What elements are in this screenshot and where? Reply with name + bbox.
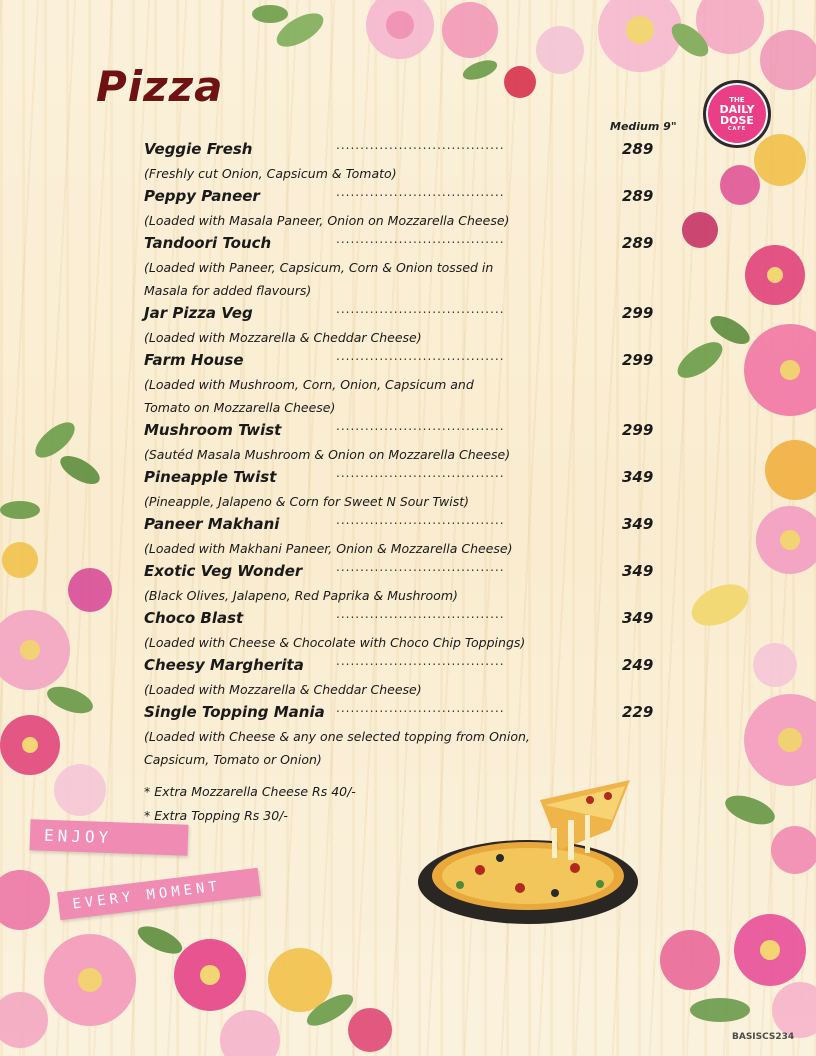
dot-leader: ................................... <box>336 654 505 668</box>
item-description: (Black Olives, Jalapeno, Red Paprika & Mushroom) <box>144 588 458 603</box>
item-description: (Loaded with Cheese & Chocolate with Choco Chip Toppings) <box>144 635 526 650</box>
dot-leader: ................................... <box>336 560 505 574</box>
item-name: Choco Blast <box>144 609 244 627</box>
item-description: (Loaded with Masala Paneer, Onion on Mozzarella Cheese) <box>144 213 510 228</box>
item-name: Peppy Paneer <box>144 187 260 205</box>
item-description: Masala for added flavours) <box>144 283 312 298</box>
page-title: Pizza <box>96 62 224 111</box>
item-name: Pineapple Twist <box>144 468 277 486</box>
item-price: 249 <box>622 656 654 674</box>
item-description: (Loaded with Mozzarella & Cheddar Cheese) <box>144 330 422 345</box>
item-description: (Sautéd Masala Mushroom & Onion on Mozzarella Cheese) <box>144 447 511 462</box>
item-price: 349 <box>622 562 654 580</box>
enjoy-banner: ENJOY <box>30 819 189 855</box>
item-price: 349 <box>622 468 654 486</box>
menu-list <box>144 138 664 771</box>
menu-item <box>144 419 664 466</box>
item-description: Tomato on Mozzarella Cheese) <box>144 400 336 415</box>
logo-line-4: CAFE <box>727 126 747 132</box>
catalog-code: BASISCS234 <box>732 1032 795 1042</box>
item-name: Tandoori Touch <box>144 234 272 252</box>
extra-note: * Extra Topping Rs 30/- <box>144 808 288 823</box>
dot-leader: ................................... <box>336 232 505 246</box>
item-name: Veggie Fresh <box>144 140 253 158</box>
menu-item <box>144 607 664 654</box>
item-price: 289 <box>622 187 654 205</box>
item-description: (Loaded with Cheese & any one selected topping from Onion, <box>144 729 530 744</box>
menu-item <box>144 654 664 701</box>
menu-item <box>144 138 664 185</box>
dot-leader: ................................... <box>336 302 505 316</box>
item-description: (Loaded with Mozzarella & Cheddar Cheese) <box>144 682 422 697</box>
item-name: Exotic Veg Wonder <box>144 562 303 580</box>
item-price: 299 <box>622 351 654 369</box>
dot-leader: ................................... <box>336 185 505 199</box>
logo-line-1: THE <box>729 96 745 104</box>
menu-item <box>144 560 664 607</box>
item-name: Paneer Makhani <box>144 515 280 533</box>
dot-leader: ................................... <box>336 701 505 715</box>
item-description: (Loaded with Makhani Paneer, Onion & Mozzarella Cheese) <box>144 541 513 556</box>
menu-item <box>144 302 664 349</box>
menu-item <box>144 513 664 560</box>
item-price: 299 <box>622 421 654 439</box>
item-description: (Loaded with Paneer, Capsicum, Corn & Onion tossed in <box>144 260 494 275</box>
menu-item-row <box>144 701 664 725</box>
dot-leader: ................................... <box>336 513 505 527</box>
menu-item <box>144 232 664 302</box>
menu-item-row <box>144 232 664 256</box>
item-price: 229 <box>622 703 654 721</box>
item-price: 289 <box>622 140 654 158</box>
menu-item-row <box>144 466 664 490</box>
item-price: 349 <box>622 515 654 533</box>
pizza-image <box>418 780 638 924</box>
menu-item-row <box>144 419 664 443</box>
menu-item <box>144 466 664 513</box>
item-description: (Loaded with Mushroom, Corn, Onion, Capsicum and <box>144 377 474 392</box>
item-description: (Pineapple, Jalapeno & Corn for Sweet N Sour Twist) <box>144 494 470 509</box>
menu-item-row <box>144 138 664 162</box>
logo-line-3: DOSE <box>720 114 754 127</box>
item-description: (Freshly cut Onion, Capsicum & Tomato) <box>144 166 397 181</box>
item-price: 349 <box>622 609 654 627</box>
item-price: 289 <box>622 234 654 252</box>
dot-leader: ................................... <box>336 607 505 621</box>
item-name: Single Topping Mania <box>144 703 325 721</box>
menu-item-row <box>144 302 664 326</box>
menu-item-row <box>144 513 664 537</box>
dot-leader: ................................... <box>336 349 505 363</box>
item-name: Farm House <box>144 351 244 369</box>
size-column-label: Medium 9" <box>610 120 677 133</box>
menu-item <box>144 701 664 771</box>
menu-item-row <box>144 560 664 584</box>
logo-line-2: DAILY <box>719 103 755 116</box>
item-name: Mushroom Twist <box>144 421 282 439</box>
extra-note: * Extra Mozzarella Cheese Rs 40/- <box>144 784 356 799</box>
dot-leader: ................................... <box>336 138 505 152</box>
item-name: Cheesy Margherita <box>144 656 304 674</box>
dot-leader: ................................... <box>336 419 505 433</box>
item-description: Capsicum, Tomato or Onion) <box>144 752 322 767</box>
menu-item <box>144 349 664 419</box>
dot-leader: ................................... <box>336 466 505 480</box>
menu-item-row <box>144 607 664 631</box>
every-moment-banner: EVERY MOMENT <box>57 868 261 920</box>
item-name: Jar Pizza Veg <box>144 304 253 322</box>
menu-item-row <box>144 349 664 373</box>
extras-notes <box>144 780 356 828</box>
cafe-logo <box>703 80 771 148</box>
menu-item-row <box>144 185 664 209</box>
menu-item <box>144 185 664 232</box>
item-price: 299 <box>622 304 654 322</box>
menu-item-row <box>144 654 664 678</box>
